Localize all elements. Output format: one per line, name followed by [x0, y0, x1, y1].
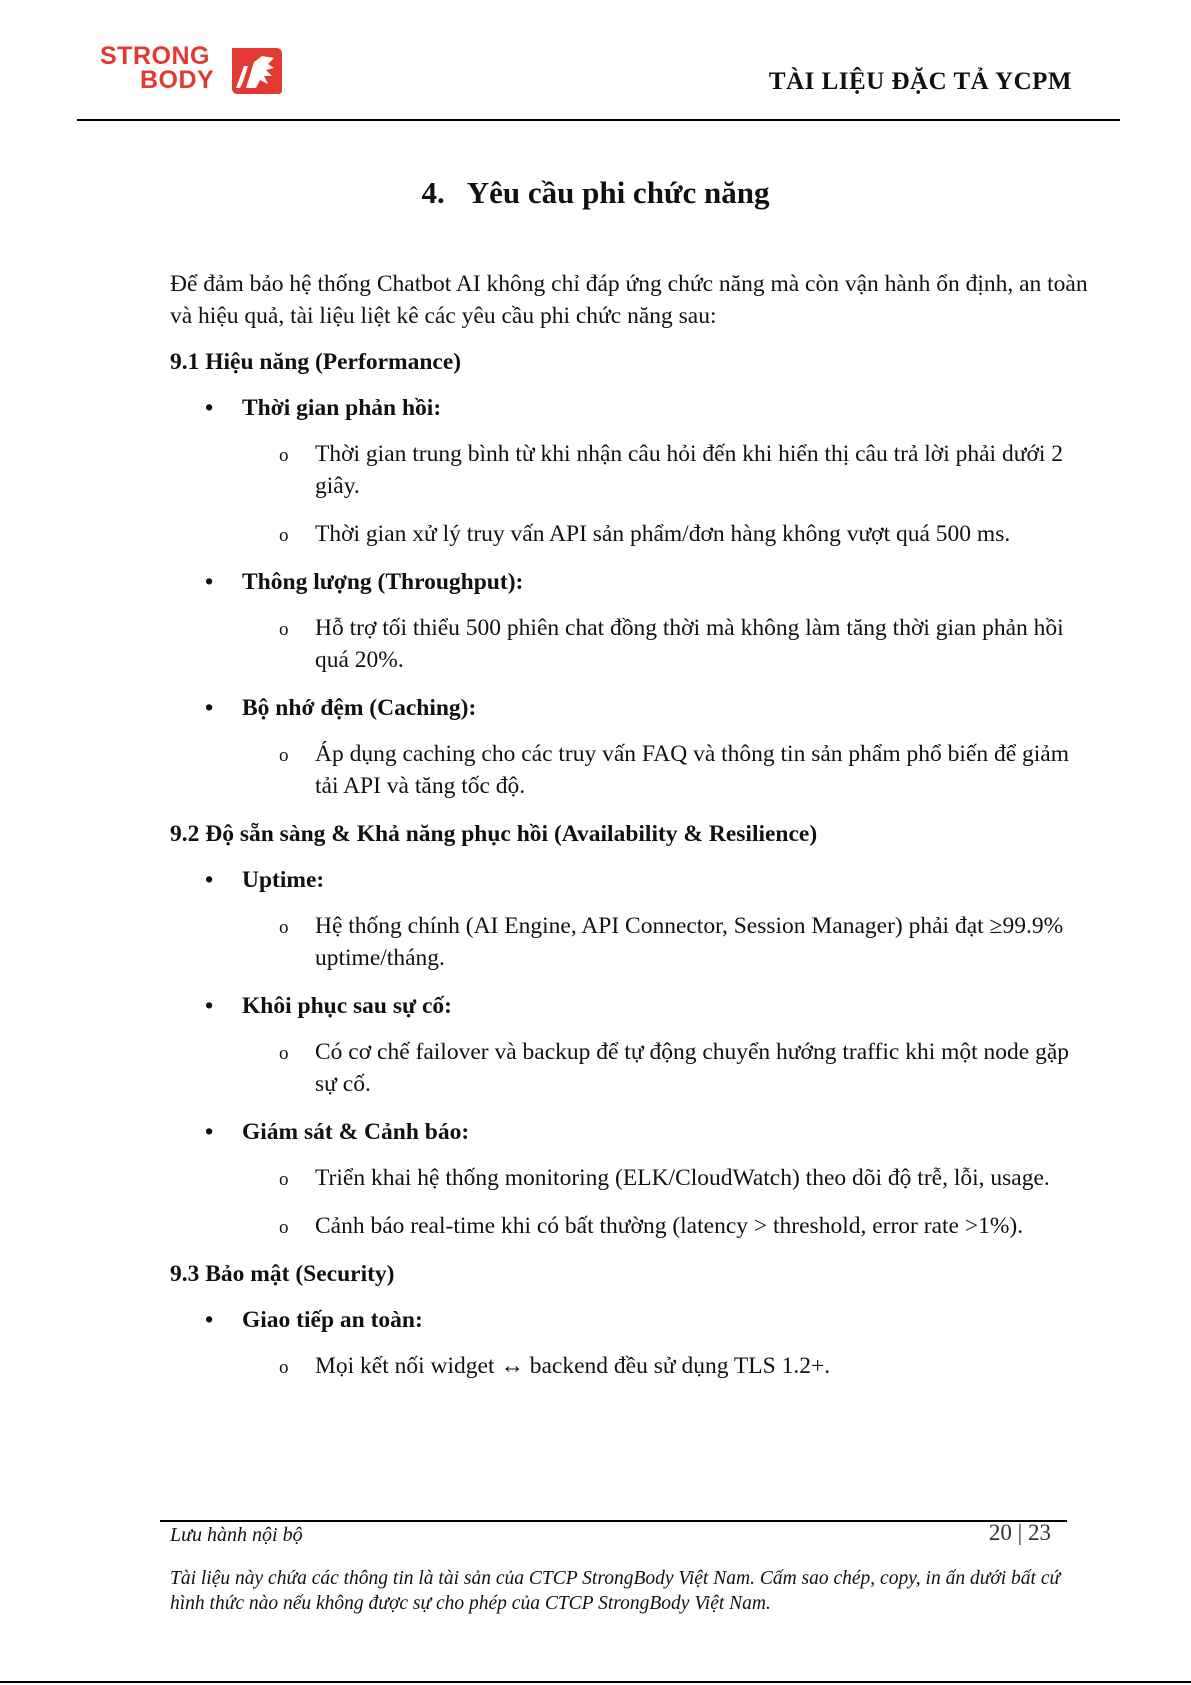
- heading-number: 4.: [421, 175, 445, 210]
- sub-item-text: Áp dụng caching cho các truy vấn FAQ và thông tin sản phẩm phổ biến để giảm tải API và tăng tốc độ.: [315, 741, 1069, 799]
- footer-divider: [160, 1520, 1067, 1522]
- circle-bullet-icon: o: [279, 1217, 289, 1238]
- bullet-item: [170, 864, 1090, 896]
- document-title: TÀI LIỆU ĐẶC TẢ YCPM: [768, 68, 1072, 95]
- section-title: 9.1 Hiệu năng (Performance): [170, 349, 462, 375]
- heading-title: Yêu cầu phi chức năng: [466, 175, 770, 210]
- bullet-icon: •: [205, 1307, 214, 1333]
- sub-item: [170, 910, 1090, 974]
- sub-item-text: Cảnh báo real-time khi có bất thường (latency > threshold, error rate >1%).: [315, 1213, 1024, 1239]
- bullet-label: Khôi phục sau sự cố:: [242, 993, 452, 1019]
- sub-item-text: Thời gian trung bình từ khi nhận câu hỏi đến khi hiển thị câu trả lời phải dưới 2 giây.: [315, 441, 1064, 499]
- circle-bullet-icon: o: [279, 1357, 289, 1378]
- sub-item-text: Có cơ chế failover và backup để tự động chuyển hướng traffic khi một node gặp sự cố.: [315, 1039, 1070, 1097]
- bullet-icon: •: [205, 569, 214, 595]
- sub-item: [170, 1350, 1090, 1382]
- circle-bullet-icon: o: [279, 917, 289, 938]
- circle-bullet-icon: o: [279, 1169, 289, 1190]
- bullet-label: Giám sát & Cảnh báo:: [242, 1119, 470, 1145]
- bullet-item: [170, 566, 1090, 598]
- logo-line-1: STRONG: [100, 42, 210, 70]
- footer-label: Lưu hành nội bộ: [170, 1524, 303, 1546]
- bullet-icon: •: [205, 993, 214, 1019]
- bullet-icon: •: [205, 695, 214, 721]
- section-title: 9.2 Độ sẵn sàng & Khả năng phục hồi (Availability & Resilience): [170, 821, 818, 847]
- bullet-item: [170, 1304, 1090, 1336]
- sub-item: [170, 738, 1090, 802]
- bullet-label: Bộ nhớ đệm (Caching):: [242, 695, 477, 721]
- sub-item: [170, 438, 1090, 502]
- bullet-item: [170, 392, 1090, 424]
- bullet-label: Uptime:: [242, 867, 325, 893]
- bullet-item: [170, 1116, 1090, 1148]
- footer-disclaimer: Tài liệu này chứa các thông tin là tài sản của CTCP StrongBody Việt Nam. Cấm sao chép, copy, in ấn dưới bất cứ hình thức nào nếu không được sự cho phép của CTCP StrongBody Việt Nam.: [170, 1568, 1061, 1614]
- sub-item-text: Mọi kết nối widget ↔ backend đều sử dụng TLS 1.2+.: [315, 1353, 831, 1379]
- circle-bullet-icon: o: [279, 1043, 289, 1064]
- bullet-item: [170, 990, 1090, 1022]
- sub-item-text: Hỗ trợ tối thiểu 500 phiên chat đồng thời mà không làm tăng thời gian phản hồi quá 20%.: [315, 615, 1064, 673]
- circle-bullet-icon: o: [279, 745, 289, 766]
- sub-item: [170, 612, 1090, 676]
- page-bottom-edge: [0, 1681, 1191, 1683]
- logo-line-2: BODY: [140, 66, 215, 94]
- sub-item: [170, 1162, 1090, 1194]
- bullet-item: [170, 692, 1090, 724]
- circle-bullet-icon: o: [279, 445, 289, 466]
- horse-head-logo-icon: [228, 44, 284, 94]
- header-divider: [77, 119, 1120, 121]
- circle-bullet-icon: o: [279, 525, 289, 546]
- sub-item-text: Thời gian xử lý truy vấn API sản phẩm/đơn hàng không vượt quá 500 ms.: [315, 521, 1011, 547]
- document-body: [170, 268, 1090, 1398]
- intro-paragraph: Để đảm bảo hệ thống Chatbot AI không chỉ đáp ứng chức năng mà còn vận hành ổn định, an toàn và hiệu quả, tài liệu liệt kê các yêu cầu phi chức năng sau:: [170, 271, 1088, 329]
- bullet-label: Giao tiếp an toàn:: [242, 1307, 423, 1333]
- bullet-icon: •: [205, 395, 214, 421]
- bullet-icon: •: [205, 1119, 214, 1145]
- company-logo: [100, 44, 290, 96]
- sub-item-text: Hệ thống chính (AI Engine, API Connector, Session Manager) phải đạt ≥99.9% uptime/tháng.: [315, 913, 1064, 971]
- page-number: 20 | 23: [988, 1520, 1051, 1545]
- section-heading: [0, 175, 1191, 211]
- sub-item: [170, 518, 1090, 550]
- bullet-label: Thời gian phản hồi:: [242, 395, 442, 421]
- section-title: 9.3 Bảo mật (Security): [170, 1261, 395, 1287]
- bullet-icon: •: [205, 867, 214, 893]
- logo-wordmark: [100, 44, 230, 92]
- circle-bullet-icon: o: [279, 619, 289, 640]
- sub-item: [170, 1210, 1090, 1242]
- sub-item-text: Triển khai hệ thống monitoring (ELK/CloudWatch) theo dõi độ trễ, lỗi, usage.: [315, 1165, 1050, 1191]
- sub-item: [170, 1036, 1090, 1100]
- bullet-label: Thông lượng (Throughput):: [242, 569, 524, 595]
